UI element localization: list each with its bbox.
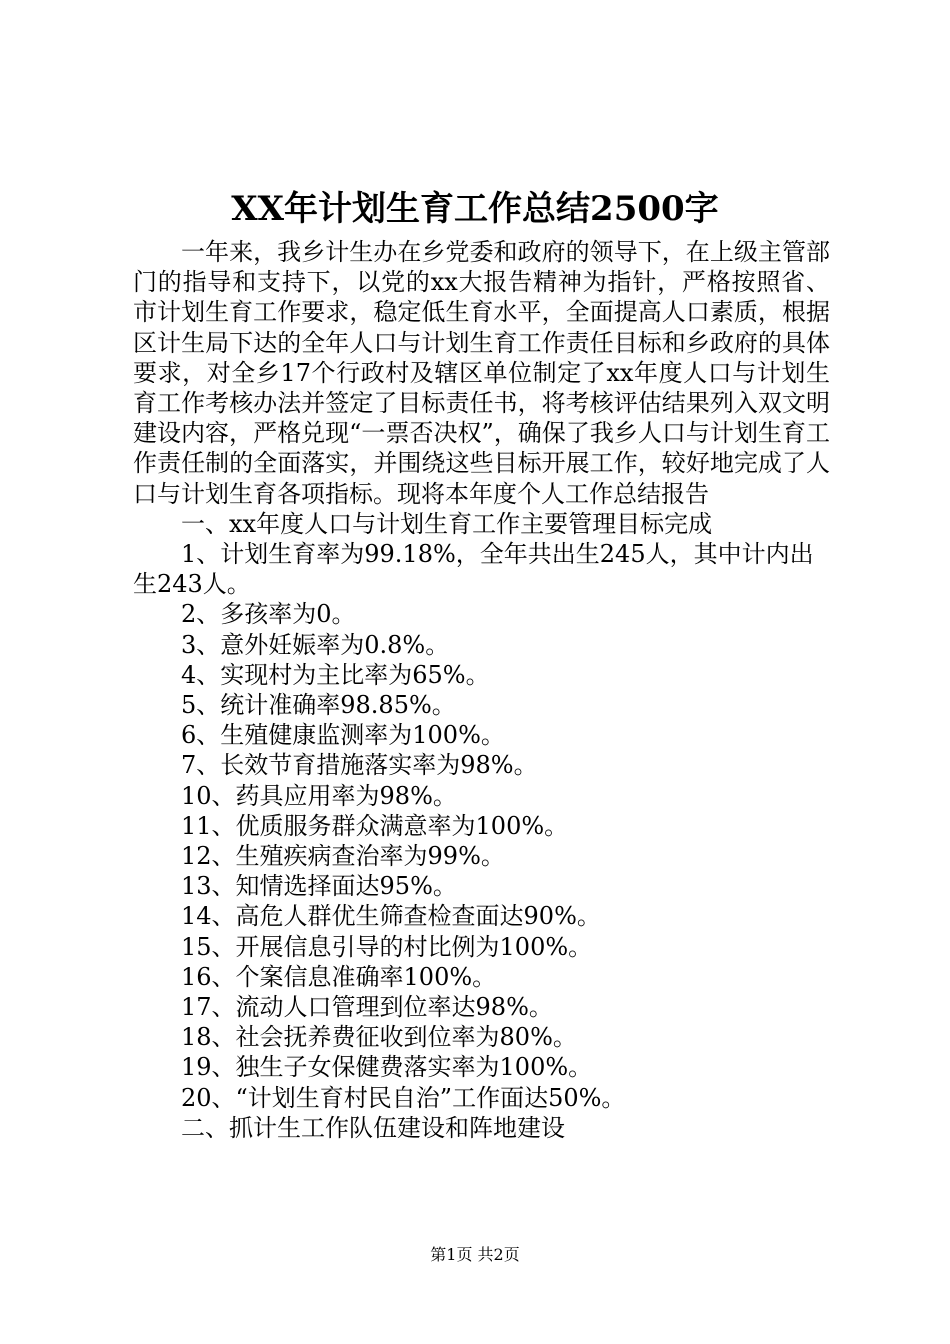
section-heading-1: 一、xx年度人口与计划生育工作主要管理目标完成 [181, 509, 713, 538]
list-item: 18、社会抚养费征收到位率为80%。 [181, 1023, 577, 1052]
list-item: 10、药具应用率为98%。 [181, 781, 457, 810]
target-list [133, 539, 830, 1113]
list-item: 1、计划生育率为99.18%，全年共出生245人，其中计内出生243人。 [133, 540, 814, 599]
section-heading-2: 二、抓计生工作队伍建设和阵地建设 [181, 1113, 565, 1142]
document-title: XX年计划生育工作总结2500字 [231, 189, 719, 229]
list-item: 13、知情选择面达95%。 [181, 872, 457, 901]
list-item: 3、意外妊娠率为0.8%。 [181, 630, 450, 659]
list-item: 4、实现村为主比率为65%。 [181, 660, 490, 689]
list-item: 12、生殖疾病查治率为99%。 [181, 842, 505, 871]
list-item: 7、长效节育措施落实率为98%。 [181, 751, 538, 780]
list-item: 16、个案信息准确率100%。 [181, 962, 497, 991]
list-item: 11、优质服务群众满意率为100%。 [181, 811, 569, 840]
list-item: 15、开展信息引导的村比例为100%。 [181, 932, 593, 961]
list-item: 14、高危人群优生筛查检查面达90%。 [181, 902, 601, 931]
list-item: 2、多孩率为0。 [181, 600, 356, 629]
list-item: 6、生殖健康监测率为100%。 [181, 721, 505, 750]
document-body [133, 237, 830, 1143]
list-item: 17、流动人口管理到位率达98%。 [181, 993, 553, 1022]
list-item: 19、独生子女保健费落实率为100%。 [181, 1053, 593, 1082]
list-item: 5、统计准确率98.85%。 [181, 691, 456, 720]
list-item: 20、“计划生育村民自治”工作面达50%。 [181, 1083, 626, 1112]
intro-paragraph: 一年来，我乡计生办在乡党委和政府的领导下，在上级主管部门的指导和支持下，以党的xx大报告精神为指针，严格按照省、市计划生育工作要求，稳定低生育水平，全面提高人口素质，根据区计生局下达的全年人口与计划生育工作责任目标和乡政府的具体要求，对全乡17个行政村及辖区单位制定了xx年度人口与计划生育工作考核办法并签定了目标责任书，将考核评估结果列入双文明建设内容，严格兑现“一票否决权”，确保了我乡人口与计划生育工作责任制的全面落实，并围绕这些目标开展工作，较好地完成了人口与计划生育各项指标。现将本年度个人工作总结报告 [133, 238, 830, 508]
page-footer: 第1页 共2页 [430, 1245, 520, 1264]
